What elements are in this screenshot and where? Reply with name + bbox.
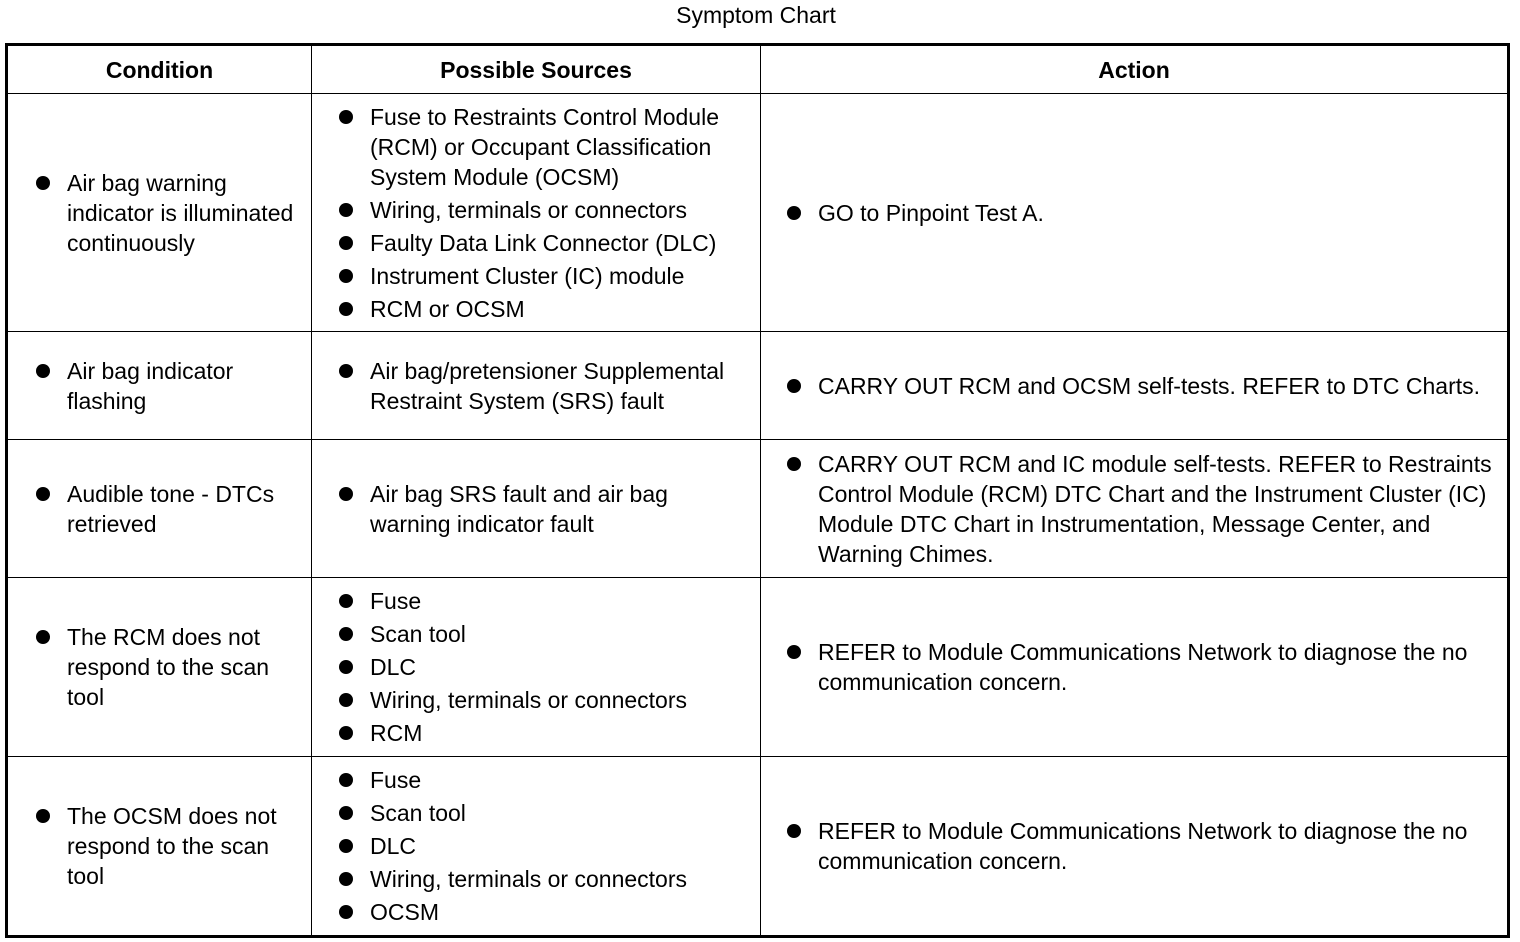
source-item: Fuse	[370, 765, 754, 795]
condition-cell	[7, 332, 312, 440]
source-item: DLC	[370, 652, 754, 682]
condition-text: The RCM does not respond to the scan tool	[67, 622, 303, 712]
source-item: Fuse	[370, 586, 754, 616]
source-item: Fuse to Restraints Control Module (RCM) or Occupant Classification System Module (OCSM)	[370, 102, 754, 192]
action-cell	[761, 440, 1509, 578]
table-row	[7, 578, 1509, 757]
header-possible-sources: Possible Sources	[312, 45, 761, 94]
condition-text: The OCSM does not respond to the scan tool	[67, 801, 303, 891]
source-item: Wiring, terminals or connectors	[370, 685, 754, 715]
condition-text: Audible tone - DTCs retrieved	[67, 479, 303, 539]
action-text: CARRY OUT RCM and IC module self-tests. REFER to Restraints Control Module (RCM) DTC Chart and the Instrument Cluster (IC) Module DTC Chart in Instrumentation, Message Center, and Warning Chimes.	[818, 449, 1497, 569]
source-item: DLC	[370, 831, 754, 861]
source-item: Instrument Cluster (IC) module	[370, 261, 754, 291]
page-title: Symptom Chart	[676, 2, 836, 28]
source-item: Air bag/pretensioner Supplemental Restraint System (SRS) fault	[370, 356, 754, 416]
source-item: Wiring, terminals or connectors	[370, 195, 754, 225]
source-item: Wiring, terminals or connectors	[370, 864, 754, 894]
action-cell	[761, 578, 1509, 757]
action-text: CARRY OUT RCM and OCSM self-tests. REFER to DTC Charts.	[818, 371, 1497, 401]
condition-cell	[7, 94, 312, 332]
table-row	[7, 94, 1509, 332]
source-item: Air bag SRS fault and air bag warning indicator fault	[370, 479, 754, 539]
action-cell	[761, 757, 1509, 937]
source-item: OCSM	[370, 897, 754, 927]
source-item: RCM	[370, 718, 754, 748]
sources-cell	[312, 440, 761, 578]
source-item: RCM or OCSM	[370, 294, 754, 324]
condition-cell	[7, 440, 312, 578]
action-text: REFER to Module Communications Network to diagnose the no communication concern.	[818, 816, 1497, 876]
condition-text: Air bag warning indicator is illuminated continuously	[67, 168, 303, 258]
header-row	[7, 45, 1509, 94]
action-cell	[761, 332, 1509, 440]
source-item: Scan tool	[370, 619, 754, 649]
sources-cell	[312, 578, 761, 757]
symptom-table	[5, 43, 1510, 938]
condition-cell	[7, 757, 312, 937]
table-row	[7, 757, 1509, 937]
source-item: Faulty Data Link Connector (DLC)	[370, 228, 754, 258]
header-condition: Condition	[7, 45, 312, 94]
condition-text: Air bag indicator flashing	[67, 356, 303, 416]
action-text: GO to Pinpoint Test A.	[818, 198, 1497, 228]
sources-cell	[312, 757, 761, 937]
table-row	[7, 440, 1509, 578]
action-text: REFER to Module Communications Network to diagnose the no communication concern.	[818, 637, 1497, 697]
sources-cell	[312, 94, 761, 332]
source-item: Scan tool	[370, 798, 754, 828]
header-action: Action	[761, 45, 1509, 94]
action-cell	[761, 94, 1509, 332]
table-row	[7, 332, 1509, 440]
sources-cell	[312, 332, 761, 440]
condition-cell	[7, 578, 312, 757]
